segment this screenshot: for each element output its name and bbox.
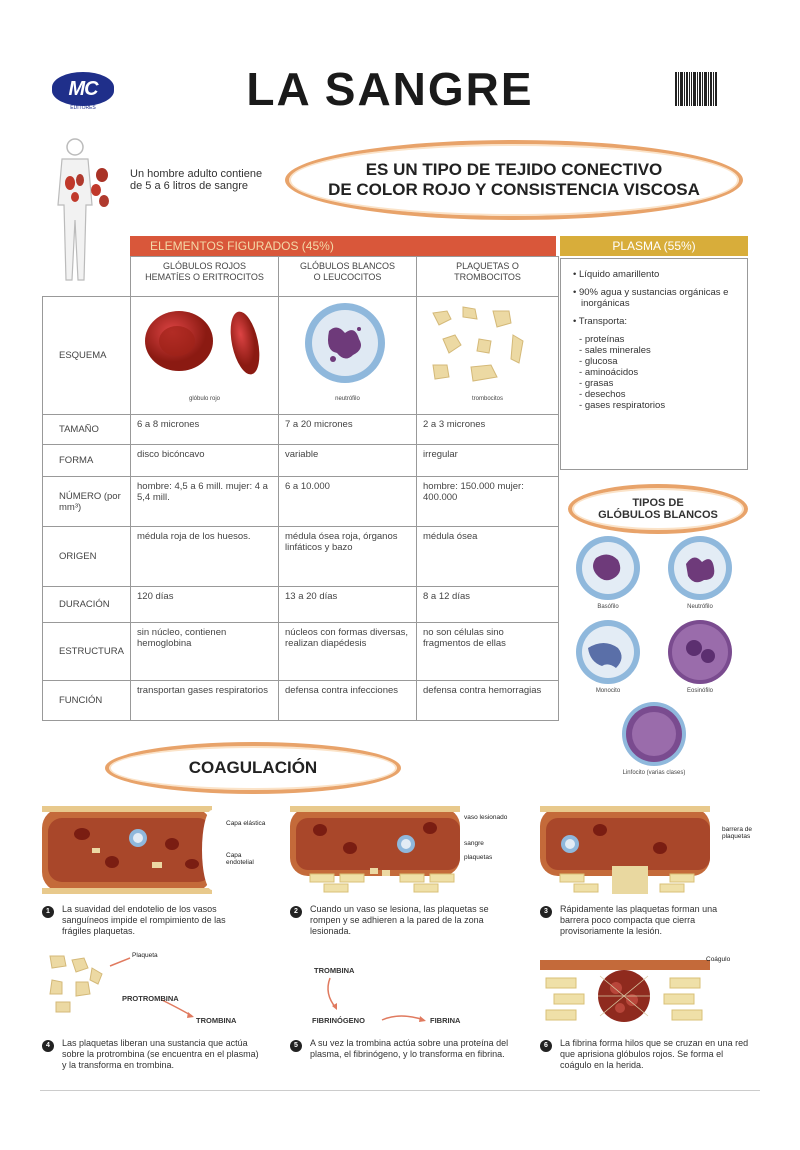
blood-components-table [42, 256, 559, 721]
label-plaquetas: plaquetas [464, 854, 493, 861]
lymphocyte-image [620, 700, 688, 768]
step-number: 2 [290, 906, 302, 918]
table-cell: no son células sino fragmentos de ellas [417, 623, 559, 681]
label-capa-elastica: Capa elástica [226, 820, 266, 827]
wbc-caption: Linfocito (varias clases) [622, 770, 686, 776]
step-text: La suavidad del endotelio de los vasos sanguíneos impide el rompimiento de las frágiles plaquetas. [62, 904, 226, 936]
elementos-figurados-header: ELEMENTOS FIGURADOS (45%) [130, 236, 556, 256]
vessel-injured-image [290, 804, 470, 896]
platelet-caption: trombocitos [471, 396, 503, 402]
column-header-red: GLÓBULOS ROJOS HEMATÍES O ERITROCITOS [131, 257, 279, 297]
wbc-caption: Monocito [595, 688, 621, 694]
step-number: 5 [290, 1040, 302, 1052]
basophil-image [574, 534, 642, 602]
monocyte-image [574, 618, 642, 686]
step-text: A su vez la trombina actúa sobre una proteína del plasma, el fibrinógeno, y lo transforma en fibrina. [310, 1038, 509, 1059]
row-label: DURACIÓN [43, 587, 131, 623]
step-text: Rápidamente las plaquetas forman una barrera poco compacta que cierra provisoriamente la lesión. [560, 904, 718, 936]
table-cell: 6 a 10.000 [279, 477, 417, 527]
row-label: ESQUEMA [43, 297, 131, 415]
column-header-platelets: PLAQUETAS O TROMBOCITOS [417, 257, 559, 297]
label-fibrina: FIBRINA [430, 1016, 461, 1025]
row-label: FORMA [43, 445, 131, 477]
table-cell: irregular [417, 445, 559, 477]
table-cell: 120 días [131, 587, 279, 623]
step-text: Cuando un vaso se lesiona, las plaquetas se rompen y se adhieren a la pared de la zona lesionada. [310, 904, 489, 936]
publisher-logo-sub: EDITORES [70, 105, 96, 111]
plasma-info-box [560, 258, 748, 470]
step-number: 4 [42, 1040, 54, 1052]
wbc-caption: Basófilo [597, 604, 619, 610]
table-cell: médula ósea [417, 527, 559, 587]
plasma-bullet: • Líquido amarillento [581, 269, 737, 280]
wbc-types-title: TIPOS DE GLÓBULOS BLANCOS [568, 484, 748, 534]
label-protrombina: PROTROMBINA [122, 994, 179, 1003]
eosinophil-image [666, 618, 734, 686]
label-barrera: barrera de plaquetas [722, 826, 752, 840]
white-cell-caption: neutrófilo [335, 396, 360, 402]
table-cell: disco bicóncavo [131, 445, 279, 477]
label-capa-endotelial: Capa endotelial [226, 852, 254, 866]
plasma-bullet: • 90% agua y sustancias orgánicas e inorgánicas [581, 287, 737, 309]
protrombina-diagram [42, 950, 272, 1030]
plasma-header: PLASMA (55%) [560, 236, 748, 256]
label-trombina: TROMBINA [196, 1016, 237, 1025]
plasma-transport-list [579, 334, 737, 411]
white-cell-schema [279, 297, 417, 415]
row-label: ORIGEN [43, 527, 131, 587]
coagulo-diagram [540, 956, 710, 1032]
list-item: - proteínas [579, 334, 737, 345]
table-cell: defensa contra infecciones [279, 681, 417, 721]
label-sangre: sangre [464, 840, 484, 847]
vessel-intact-image [42, 804, 222, 896]
table-cell: hombre: 150.000 mujer: 400.000 [417, 477, 559, 527]
neutrophil-small-image [666, 534, 734, 602]
step-text: La fibrina forma hilos que se cruzan en una red que aprisiona glóbulos rojos. Se forma el coágulo en la herida. [560, 1038, 749, 1070]
row-label: ESTRUCTURA [43, 623, 131, 681]
label-plaqueta: Plaqueta [132, 952, 158, 959]
neutrophil-image [285, 301, 409, 393]
publisher-logo: MC [52, 72, 114, 106]
label-coagulo: Coágulo [706, 956, 731, 963]
step-number: 1 [42, 906, 54, 918]
label-vaso: vaso lesionado [464, 814, 508, 821]
platelet-schema [417, 297, 559, 415]
list-item: - desechos [579, 389, 737, 400]
row-label: FUNCIÓN [43, 681, 131, 721]
list-item: - glucosa [579, 356, 737, 367]
list-item: - sales minerales [579, 345, 737, 356]
table-cell: 13 a 20 días [279, 587, 417, 623]
list-item: - gases respiratorios [579, 400, 737, 411]
step-number: 3 [540, 906, 552, 918]
table-cell: hombre: 4,5 a 6 mill. mujer: 4 a 5,4 mill. [131, 477, 279, 527]
label-trombina-2: TROMBINA [314, 966, 355, 975]
table-cell: transportan gases respiratorios [131, 681, 279, 721]
red-cell-schema [131, 297, 279, 415]
table-cell: 8 a 12 días [417, 587, 559, 623]
vessel-barrier-image [540, 804, 720, 896]
table-cell: 2 a 3 micrones [417, 415, 559, 445]
step-number: 6 [540, 1040, 552, 1052]
list-item: - aminoácidos [579, 367, 737, 378]
table-cell: 6 a 8 micrones [131, 415, 279, 445]
blood-volume-note: Un hombre adulto contiene de 5 a 6 litros de sangre [130, 168, 263, 192]
table-cell: 7 a 20 micrones [279, 415, 417, 445]
barcode [675, 72, 727, 112]
footer-line [40, 1090, 760, 1095]
table-cell: sin núcleo, contienen hemoglobina [131, 623, 279, 681]
coagulation-title: COAGULACIÓN [105, 742, 401, 794]
definition-banner: ES UN TIPO DE TEJIDO CONECTIVO DE COLOR ROJO Y CONSISTENCIA VISCOSA [285, 140, 743, 220]
table-cell: defensa contra hemorragias [417, 681, 559, 721]
table-cell: núcleos con formas diversas, realizan diapédesis [279, 623, 417, 681]
label-fibrinogeno: FIBRINÓGENO [312, 1016, 365, 1025]
table-cell: médula roja de los huesos. [131, 527, 279, 587]
list-item: - grasas [579, 378, 737, 389]
row-label: NÚMERO (por mm³) [43, 477, 131, 527]
row-label: TAMAÑO [43, 415, 131, 445]
table-cell: médula ósea roja, órganos linfáticos y bazo [279, 527, 417, 587]
step-text: Las plaquetas liberan una sustancia que actúa sobre la protrombina (se encuentra en el plasma) y la transforma en trombina. [62, 1038, 259, 1070]
plasma-bullet: • Transporta: [581, 316, 737, 327]
table-cell: variable [279, 445, 417, 477]
red-cell-caption: glóbulo rojo [188, 396, 221, 402]
page-title: LA SANGRE [246, 63, 534, 115]
red-blood-cell-image [137, 301, 271, 393]
platelets-image [423, 301, 551, 393]
column-header-white: GLÓBULOS BLANCOS O LEUCOCITOS [279, 257, 417, 297]
wbc-caption: Neutrófilo [687, 604, 713, 610]
wbc-caption: Eosinófilo [686, 688, 713, 694]
